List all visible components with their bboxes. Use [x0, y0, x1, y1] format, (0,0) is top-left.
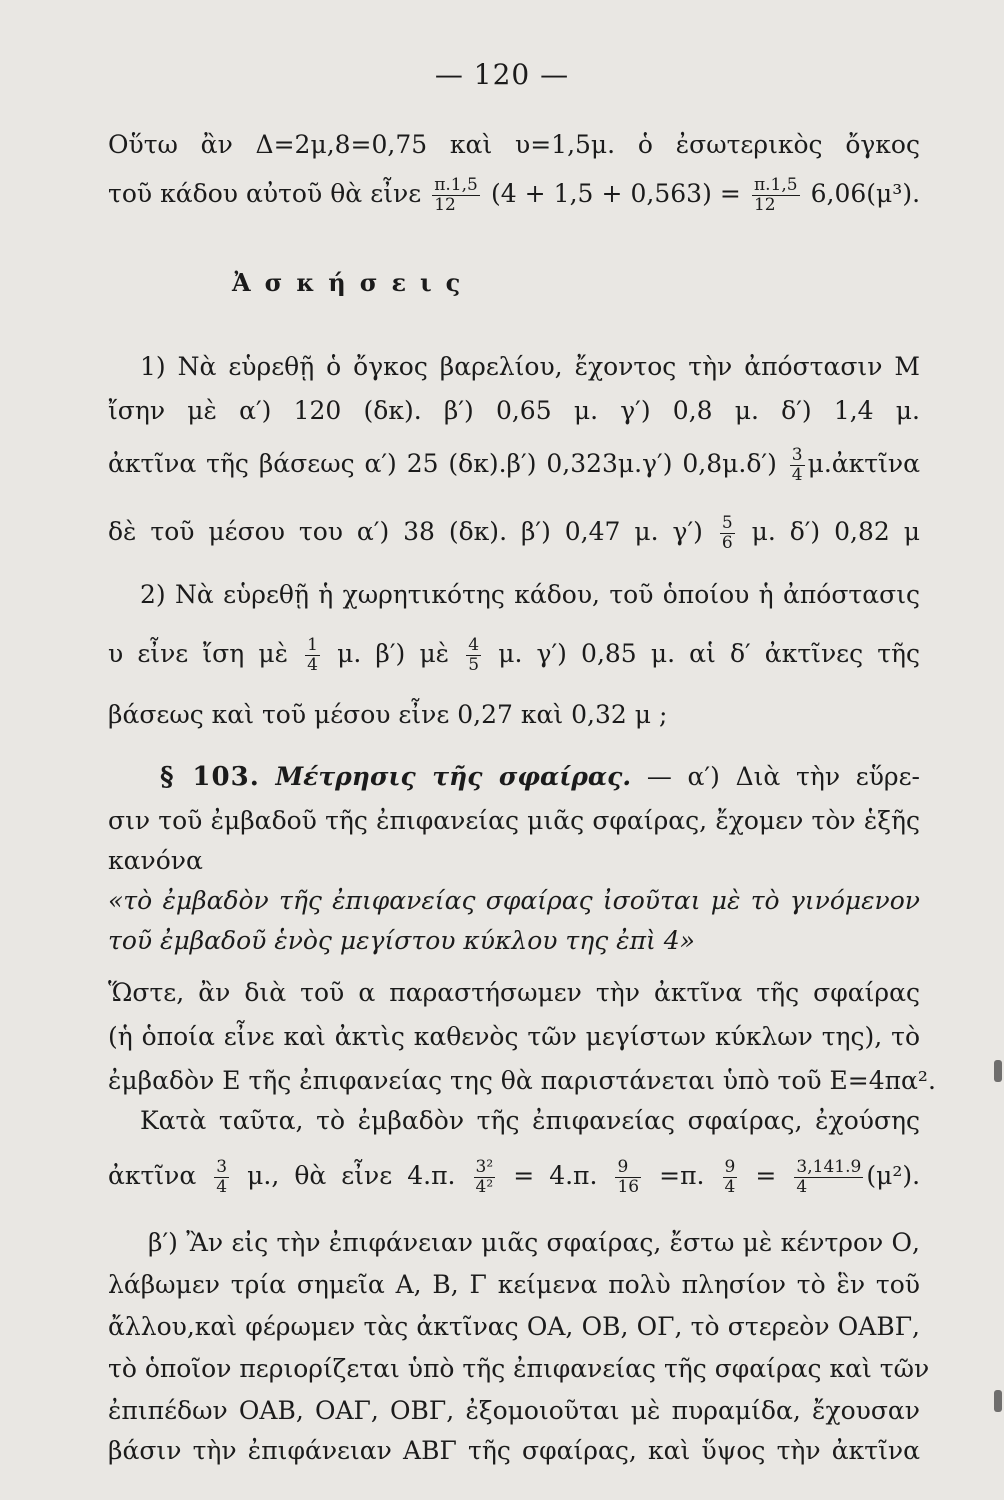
paragraph-4-line-6: βάσιν τὴν ἐπιφάνειαν ΑΒΓ τῆς σφαίρας, καὶ ὕψος τὴν ἀκτῖνα — [108, 1436, 920, 1465]
fraction — [466, 636, 481, 675]
fraction-numerator: 1 — [307, 635, 318, 655]
intro-text-c: 6,06(μ³). — [810, 179, 921, 208]
fraction-denominator: 6 — [721, 533, 733, 553]
fraction — [790, 446, 805, 485]
paragraph-4-line-2: λάβωμεν τρία σημεῖα Α, Β, Γ κείμενα πολὺ πλησίον τὸ ἓν τοῦ — [108, 1270, 920, 1299]
fraction — [794, 1158, 863, 1197]
paragraph-3-line-2 — [108, 1158, 920, 1197]
paragraph-2-line-1: Ὥστε, ἂν διὰ τοῦ α παραστήσωμεν τὴν ἀκτῖνα τῆς σφαίρας — [108, 978, 920, 1007]
fraction-numerator: π.1,5 — [753, 175, 798, 195]
exercise-2-line-2 — [108, 636, 920, 675]
fraction-numerator: 3 — [791, 445, 803, 465]
paragraph-3-text-d: =π. — [659, 1161, 705, 1190]
paragraph-2-line-3: ἐμβαδὸν Ε τῆς ἐπιφανείας της θὰ παριστάνεται ὑπὸ τοῦ Ε=4πα². — [108, 1066, 936, 1095]
fraction-numerator: 9 — [724, 1157, 736, 1177]
fraction — [432, 176, 480, 215]
section-header-line — [160, 762, 920, 792]
paragraph-3-text-a: ἀκτῖνα — [108, 1161, 197, 1190]
intro-text-a: τοῦ κάδου αὐτοῦ θὰ εἶνε — [108, 179, 422, 208]
fraction-numerator: π.1,5 — [434, 175, 478, 195]
fraction-denominator: 4 — [791, 465, 803, 485]
exercise-1-line-2: ἴσην μὲ α′) 120 (δκ). β′) 0,65 μ. γ′) 0,8 μ. δ′) 1,4 μ. — [108, 396, 920, 425]
fraction-numerator: 3,141.9 — [796, 1157, 862, 1177]
margin-speck — [994, 1390, 1002, 1412]
exercise-1-line-4 — [108, 514, 920, 553]
rule-line-1: «τὸ ἐμβαδὸν τῆς ἐπιφανείας σφαίρας ἰσοῦται μὲ τὸ γινόμενον — [108, 886, 920, 915]
intro-text-b: (4 + 1,5 + 0,563) = — [490, 179, 741, 208]
fraction-denominator: 16 — [617, 1177, 640, 1197]
paragraph-3-line-1: Κατὰ ταῦτα, τὸ ἐμβαδὸν τῆς ἐπιφανείας σφαίρας, ἐχούσης — [140, 1106, 920, 1135]
fraction — [720, 514, 735, 553]
paragraph-4-line-4: τὸ ὁποῖον περιορίζεται ὑπὸ τῆς ἐπιφανείας τῆς σφαίρας καὶ τῶν — [108, 1354, 930, 1383]
intro-line-1: Οὕτω ἂν Δ=2μ,8=0,75 καὶ υ=1,5μ. ὁ ἐσωτερικὸς ὄγκος — [108, 130, 920, 159]
fraction-denominator: 4 — [724, 1177, 736, 1197]
exercise-1-text-d: μ. δ′) 0,82 μ — [751, 517, 920, 546]
section-intro-text: — α′) Διὰ τὴν εὕρε- — [646, 762, 921, 791]
paragraph-4-line-5: ἐπιπέδων ΟΑΒ, ΟΑΓ, ΟΒΓ, ἐξομοιοῦται μὲ πυραμίδα, ἔχουσαν — [108, 1396, 920, 1425]
paragraph-4-line-1: β′) Ἂν εἰς τὴν ἐπιφάνειαν μιᾶς σφαίρας, ἔστω μὲ κέντρον Ο, — [148, 1228, 920, 1257]
paragraph-2-line-2: (ἡ ὁποία εἶνε καὶ ἀκτὶς καθενὸς τῶν μεγίστων κύκλων της), τὸ — [108, 1022, 920, 1051]
paragraph-4-line-3: ἄλλου,καὶ φέρωμεν τὰς ἀκτῖνας ΟΑ, ΟΒ, ΟΓ, τὸ στερεὸν ΟΑΒΓ, — [108, 1312, 920, 1341]
exercise-1-text-a: ἀκτῖνα τῆς βάσεως α′) 25 (δκ).β′) 0,323μ.γ′) 0,8μ.δ′) — [108, 449, 777, 478]
paragraph-3-text-c: = 4.π. — [513, 1161, 598, 1190]
fraction-denominator: 12 — [434, 195, 456, 215]
fraction — [214, 1158, 229, 1197]
fraction — [723, 1158, 738, 1197]
exercise-2-text-b: μ. β′) μὲ — [337, 639, 450, 668]
fraction-denominator: 4 — [796, 1177, 808, 1197]
fraction — [615, 1158, 641, 1197]
fraction — [305, 636, 320, 675]
section-number: § 103. — [160, 762, 260, 792]
fraction-denominator: 5 — [468, 655, 480, 675]
fraction-denominator: 4 — [216, 1177, 228, 1197]
fraction-denominator: 12 — [753, 195, 776, 215]
paragraph-3-text-f: (μ²). — [866, 1161, 921, 1190]
page-number: — 120 — — [434, 58, 570, 91]
exercises-heading: Ἀσκήσεις — [232, 268, 475, 297]
rule-line-2: τοῦ ἐμβαδοῦ ἑνὸς μεγίστου κύκλου της ἐπὶ 4» — [108, 926, 695, 955]
section-title: Μέτρησις τῆς σφαίρας. — [275, 762, 632, 791]
fraction-numerator: 3 — [216, 1157, 228, 1177]
fraction-numerator: 3² — [475, 1157, 494, 1177]
margin-speck — [994, 1060, 1002, 1082]
fraction-denominator: 4² — [475, 1177, 494, 1197]
section-line-2: σιν τοῦ ἐμβαδοῦ τῆς ἐπιφανείας μιᾶς σφαίρας, ἔχομεν τὸν ἑξῆς — [108, 806, 920, 835]
fraction — [474, 1158, 496, 1197]
fraction-numerator: 4 — [468, 635, 480, 655]
exercise-1-line-1: 1) Νὰ εὑρεθῇ ὁ ὄγκος βαρελίου, ἔχοντος τὴν ἀπόστασιν Μ — [140, 352, 920, 381]
exercise-2-line-3: βάσεως καὶ τοῦ μέσου εἶνε 0,27 καὶ 0,32 μ ; — [108, 700, 668, 729]
exercise-1-text-c: δὲ τοῦ μέσου του α′) 38 (δκ). β′) 0,47 μ. γ′) — [108, 517, 703, 546]
section-line-3: κανόνα — [108, 846, 203, 875]
fraction-numerator: 9 — [615, 1158, 641, 1178]
exercise-1-line-3 — [108, 446, 920, 485]
exercise-2-text-c: μ. γ′) 0,85 μ. αἱ δ′ ἀκτῖνες τῆς — [498, 639, 921, 668]
paragraph-3-text-b: μ., θὰ εἶνε 4.π. — [247, 1161, 456, 1190]
fraction-denominator: 4 — [307, 655, 318, 675]
intro-line-2 — [108, 176, 920, 215]
fraction-numerator: 5 — [721, 513, 733, 533]
paragraph-3-text-e: = — [755, 1161, 777, 1190]
exercise-2-text-a: υ εἶνε ἴση μὲ — [108, 639, 288, 668]
fraction — [752, 176, 800, 215]
exercise-1-text-b: μ.ἀκτῖνα — [807, 449, 921, 478]
exercise-2-line-1: 2) Νὰ εὑρεθῇ ἡ χωρητικότης κάδου, τοῦ ὁποίου ἡ ἀπόστασις — [140, 580, 920, 609]
